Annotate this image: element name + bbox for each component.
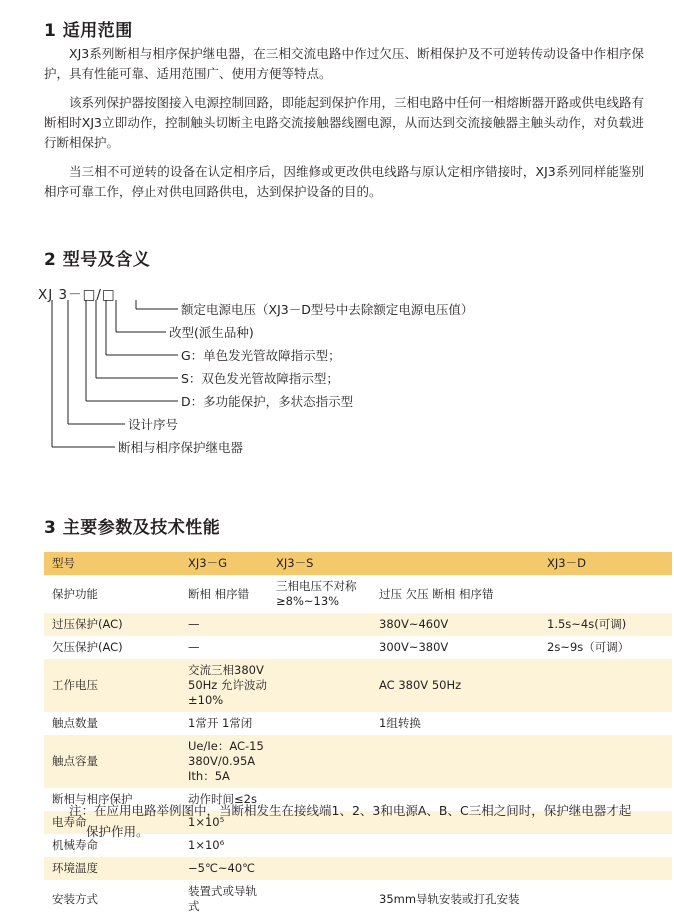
row-label: 安装方式	[44, 880, 180, 918]
spec-table	[44, 552, 672, 918]
header-cell-g: XJ3－G	[180, 552, 268, 575]
table-row	[44, 659, 672, 712]
row-value-b	[268, 613, 371, 636]
spec-table-wrapper	[44, 552, 632, 918]
row-value-c: 35mm导轨安装或打孔安装	[371, 880, 539, 918]
row-value-a: 交流三相380V 50Hz 允许波动±10%	[180, 659, 268, 712]
paragraph: 该系列保护器按图接入电源控制回路，即能起到保护作用，三相电路中任何一相熔断器开路或供电线路有断相时XJ3立即动作，控制触头切断主电路交流接触器线圈电源，从而达到交流接触器主触头动作，对负载进行断相保护。	[44, 95, 645, 150]
section-3-heading: 3 主要参数及技术性能	[44, 518, 221, 538]
row-value-b: 三相电压不对称≥8%~13%	[268, 575, 371, 613]
row-value-d	[539, 575, 672, 613]
row-label: 触点容量	[44, 735, 180, 788]
legend-design-serial: 设计序号	[128, 417, 179, 432]
row-label: 过压保护(AC)	[44, 613, 180, 636]
note-line-1: 注：在应用电路举例图中，当断相发生在接线端1、2、3和电源A、B、C三相之间时，保护继电器才起	[69, 803, 632, 818]
row-value-a: 断相 相序错	[180, 575, 268, 613]
header-cell-d: XJ3－D	[539, 552, 672, 575]
section-2-heading: 2 型号及含义	[44, 250, 151, 270]
legend-type-s: S：双色发光管故障指示型；	[181, 371, 339, 386]
header-cell-model: 型号	[44, 552, 180, 575]
row-label: 触点数量	[44, 712, 180, 735]
row-value-d	[539, 735, 672, 788]
row-value-d: 2s~9s（可调）	[539, 636, 672, 659]
row-value-d	[539, 880, 672, 918]
header-cell-s: XJ3－S	[268, 552, 371, 575]
row-value-d	[539, 857, 672, 880]
table-row	[44, 575, 672, 613]
row-value-b	[268, 857, 371, 880]
row-value-a: 装置式或导轨式	[180, 880, 268, 918]
row-value-d: 1.5s~4s(可调)	[539, 613, 672, 636]
model-code-diagram	[38, 283, 648, 478]
row-value-a: —	[180, 636, 268, 659]
row-value-c: AC 380V 50Hz	[371, 659, 539, 712]
row-label: 机械寿命	[44, 834, 180, 857]
row-value-c: 380V~460V	[371, 613, 539, 636]
legend-variant: 改型(派生品种)	[169, 325, 254, 340]
table-row	[44, 735, 672, 788]
row-value-b	[268, 735, 371, 788]
table-row	[44, 613, 672, 636]
row-value-a: 1×10⁶	[180, 834, 268, 857]
row-label: 电寿命	[44, 811, 180, 834]
section-1-heading: 1 适用范围	[44, 21, 133, 41]
row-value-b	[268, 659, 371, 712]
table-row	[44, 636, 672, 659]
row-label: 工作电压	[44, 659, 180, 712]
row-label: 环境温度	[44, 857, 180, 880]
row-value-b	[268, 880, 371, 918]
table-note	[44, 800, 640, 842]
table-row	[44, 880, 672, 918]
header-cell-blank	[371, 552, 539, 575]
legend-rated-voltage: 额定电源电压（XJ3－D型号中去除额定电源电压值）	[181, 302, 474, 317]
legend-type-g: G：单色发光管故障指示型；	[181, 348, 341, 363]
row-value-b	[268, 636, 371, 659]
paragraph: XJ3系列断相与相序保护继电器，在三相交流电路中作过欠压、断相保护及不可逆转传动设备中作相序保护，具有性能可靠、适用范围广、使用方便等特点。	[44, 46, 644, 81]
row-value-a: 1常开 1常闭	[180, 712, 268, 735]
note-line-2: 保护作用。	[86, 824, 149, 839]
table-header-row	[44, 552, 672, 575]
row-value-a: −5℃~40℃	[180, 857, 268, 880]
row-value-a: 动作时间≤2s	[180, 788, 268, 811]
legend-type-d: D：多功能保护，多状态指示型	[181, 394, 354, 409]
row-value-a: 1×10⁵	[180, 811, 268, 834]
section-1-body	[44, 44, 644, 211]
row-label: 断相与相序保护	[44, 788, 180, 811]
legend-product-name: 断相与相序保护继电器	[118, 440, 244, 455]
row-value-c: 300V~380V	[371, 636, 539, 659]
row-value-b	[268, 712, 371, 735]
row-value-d	[539, 712, 672, 735]
row-value-c: 过压 欠压 断相 相序错	[371, 575, 539, 613]
row-value-d	[539, 659, 672, 712]
model-code-text: XJ 3－□/□	[38, 287, 116, 303]
table-row	[44, 712, 672, 735]
row-value-c: 1组转换	[371, 712, 539, 735]
paragraph: 当三相不可逆转的设备在认定相序后，因维修或更改供电线路与原认定相序错接时，XJ3系列同样能鉴别相序可靠工作，停止对供电回路供电，达到保护设备的目的。	[44, 164, 644, 199]
row-value-a: Ue/Ie：AC-15 380V/0.95A Ith：5A	[180, 735, 268, 788]
row-value-a: —	[180, 613, 268, 636]
row-label: 欠压保护(AC)	[44, 636, 180, 659]
row-value-c	[371, 857, 539, 880]
table-row	[44, 857, 672, 880]
row-label: 保护功能	[44, 575, 180, 613]
row-value-c	[371, 735, 539, 788]
